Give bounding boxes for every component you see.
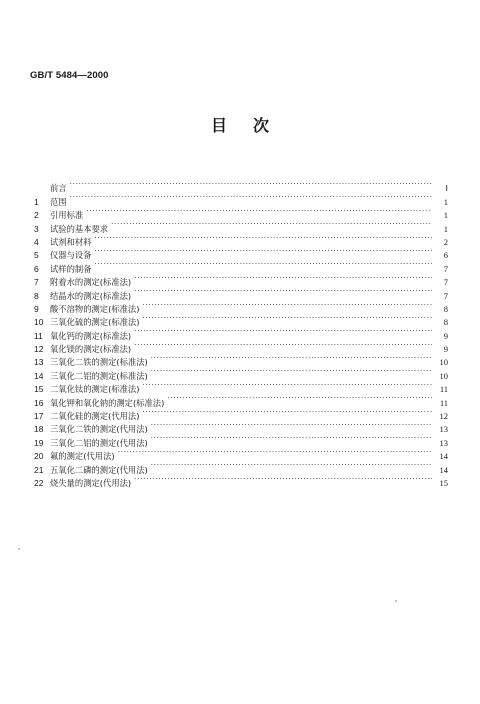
toc-entry-label: 三氧化二铝的测定(代用法) [50, 437, 148, 448]
toc-entry-number: 11 [34, 330, 43, 341]
toc-leader-dots [134, 285, 432, 298]
toc-entry-page: 9 [443, 330, 448, 341]
toc-entry-label: 氧化钙的测定(标准法) [50, 330, 132, 341]
toc-entry-number: 20 [34, 451, 44, 462]
toc-entry-label: 二氧化钛的测定(标准法) [50, 384, 140, 395]
toc-entry-label: 二氧化硅的测定(代用法) [50, 411, 140, 422]
toc-leader-dots [151, 365, 432, 378]
toc-entry-number: 13 [34, 357, 44, 368]
toc-entry-number: 18 [34, 424, 44, 435]
toc-entry-page: 7 [443, 290, 448, 301]
toc-leader-dots [167, 392, 432, 405]
toc-entry-label: 三氧化硫的测定(标准法) [50, 317, 140, 328]
toc-entry-number: 7 [34, 277, 39, 288]
toc-entry-label: 烧失量的测定(代用法) [50, 477, 132, 488]
toc-entry-page: 10 [439, 370, 448, 381]
toc-entry-number: 10 [34, 317, 44, 328]
toc-entry [34, 178, 448, 194]
toc-entry-page: 14 [439, 451, 448, 462]
toc-entry [34, 218, 448, 234]
toc-entry [34, 272, 448, 288]
toc-entry [34, 191, 448, 207]
toc-entry-label: 试样的制备 [50, 263, 92, 274]
toc-leader-dots [134, 339, 432, 352]
toc-entry-label: 试剂和材料 [50, 236, 92, 247]
toc-leader-dots [134, 473, 432, 486]
toc-entry-number: 4 [34, 236, 39, 247]
toc-leader-dots [118, 446, 432, 459]
toc-leader-dots [95, 258, 433, 271]
toc-entry [34, 205, 448, 221]
toc-entry-page: 12 [439, 411, 448, 422]
toc-entry-label: 结晶水的测定(标准法) [50, 290, 132, 301]
toc-entry-number: 21 [34, 464, 44, 475]
toc-entry-number: 6 [34, 263, 39, 274]
toc-entry-label: 氧化钾和氧化钠的测定(标准法) [50, 397, 165, 408]
toc-entry-number: 9 [34, 303, 39, 314]
toc-leader-dots [142, 312, 432, 325]
toc-entry-number: 16 [34, 397, 44, 408]
scan-speck [395, 600, 397, 602]
toc-entry-number: 8 [34, 290, 39, 301]
toc-entry-number: 19 [34, 437, 44, 448]
toc-leader-dots [70, 178, 432, 191]
toc-leader-dots [151, 432, 432, 445]
toc-entry-page: 9 [443, 344, 448, 355]
toc-entry-page: 15 [439, 477, 448, 488]
toc-entry-page: Ⅰ [445, 183, 448, 194]
toc-leader-dots [142, 379, 432, 392]
toc-entry-page: 13 [439, 424, 448, 435]
toc-leader-dots [86, 205, 432, 218]
toc-entry-page: 7 [443, 263, 448, 274]
toc-entry-label: 三氧化二铁的测定(标准法) [50, 357, 148, 368]
toc-leader-dots [95, 232, 433, 245]
toc-entry-number: 15 [34, 384, 44, 395]
toc-title: 目次 [210, 116, 295, 135]
toc-entry-label: 附着水的测定(标准法) [50, 277, 132, 288]
toc-entry-number: 14 [34, 370, 44, 381]
toc-leader-dots [134, 272, 432, 285]
toc-entry-page: 1 [443, 196, 448, 207]
toc-leader-dots [142, 299, 432, 312]
toc-entry [34, 232, 448, 245]
toc-entry-page: 11 [439, 397, 448, 408]
toc-leader-dots [151, 352, 432, 365]
toc-leader-dots [142, 406, 432, 419]
toc-leader-dots [134, 325, 432, 338]
toc-entry-page: 1 [443, 210, 448, 221]
toc-entry-number: 22 [34, 477, 44, 488]
toc-entry-label: 五氧化二磷的测定(代用法) [50, 464, 148, 475]
toc-entry-label: 三氧化二铁的测定(代用法) [50, 424, 148, 435]
table-of-contents [34, 178, 448, 486]
toc-entry-number: 2 [34, 210, 39, 221]
scan-speck [18, 548, 20, 550]
toc-entry-label: 仪器与设备 [50, 250, 92, 261]
toc-entry-number: 1 [34, 196, 39, 207]
toc-entry-page: 7 [443, 277, 448, 288]
standard-code: GB/T 5484—2000 [30, 70, 109, 81]
toc-leader-dots [151, 419, 432, 432]
toc-entry-page: 2 [443, 236, 448, 247]
toc-entry [34, 258, 448, 274]
toc-leader-dots [111, 218, 432, 231]
toc-entry-page: 8 [443, 303, 448, 314]
toc-entry-label: 氧化镁的测定(标准法) [50, 344, 132, 355]
toc-entry-number: 5 [34, 250, 39, 261]
toc-entry-label: 试验的基本要求 [50, 223, 109, 234]
toc-leader-dots [95, 245, 433, 258]
toc-entry-number: 3 [34, 223, 39, 234]
toc-entry-number: 17 [34, 411, 44, 422]
toc-entry-label: 酸不溶物的测定(标准法) [50, 303, 140, 314]
toc-entry-page: 8 [443, 317, 448, 328]
toc-leader-dots [70, 191, 432, 204]
toc-entry-label: 三氧化二铝的测定(标准法) [50, 370, 148, 381]
toc-entry-label: 氟的测定(代用法) [50, 451, 115, 462]
toc-entry-label: 范围 [50, 196, 67, 207]
toc-entry-page: 11 [439, 384, 448, 395]
toc-entry-page: 13 [439, 437, 448, 448]
toc-leader-dots [151, 459, 432, 472]
toc-entry-page: 10 [439, 357, 448, 368]
toc-entry [34, 245, 448, 261]
toc-entry-number: 12 [34, 344, 44, 355]
toc-entry-page: 1 [443, 223, 448, 234]
toc-entry-page: 6 [443, 250, 448, 261]
toc-entry-label: 前言 [50, 183, 67, 194]
toc-entry-page: 14 [439, 464, 448, 475]
toc-entry-label: 引用标准 [50, 210, 84, 221]
